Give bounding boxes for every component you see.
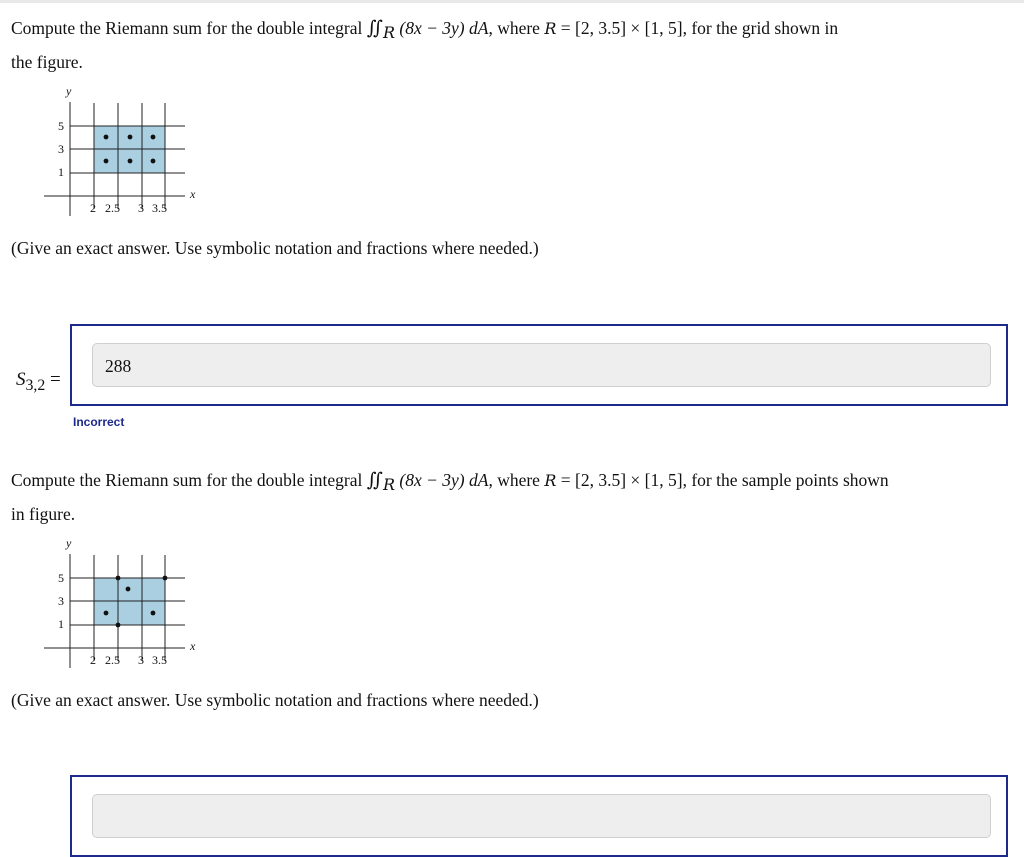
- answer-input-2[interactable]: [92, 794, 991, 838]
- double-integral-symbol: ∬: [366, 470, 383, 491]
- grid-figure-2: [44, 537, 214, 677]
- answer-label-s32: $S_{3,2}$ =: [16, 369, 61, 394]
- x-axis-label: x: [190, 187, 196, 201]
- answer-input-1[interactable]: 288: [92, 343, 991, 387]
- sample-point: [151, 135, 156, 140]
- sample-point: [128, 159, 133, 164]
- sample-point: [126, 587, 131, 592]
- sample-point: [116, 623, 121, 628]
- x-tick-label: 2.5: [105, 653, 120, 667]
- y-tick-label: 1: [58, 617, 64, 631]
- y-tick-label: 1: [58, 165, 64, 179]
- grid-figure-1: [44, 85, 214, 225]
- y-axis-label: y: [66, 536, 72, 550]
- sample-point: [116, 576, 121, 581]
- x-tick-label: 3: [138, 201, 144, 215]
- sample-point: [151, 159, 156, 164]
- top-border: [0, 0, 1024, 3]
- x-tick-label: 3.5: [152, 201, 167, 215]
- x-tick-label: 3.5: [152, 653, 167, 667]
- question-2-text: Compute the Riemann sum for the double integral $∬_R$ (8x − 3y) dA, where R = [2, 3.5] × [1, 5], for the sample points shown in figure.: [11, 470, 889, 524]
- sample-point: [128, 135, 133, 140]
- answer-box-1: [70, 324, 1008, 406]
- answer-box-2: [70, 775, 1008, 857]
- y-tick-label: 5: [58, 119, 64, 133]
- feedback-incorrect: Incorrect: [73, 415, 125, 429]
- y-axis-label: y: [66, 84, 72, 98]
- double-integral-symbol: ∬: [366, 18, 383, 39]
- y-tick-label: 3: [58, 142, 64, 156]
- x-tick-label: 2: [90, 653, 96, 667]
- sample-point: [104, 135, 109, 140]
- sample-point: [104, 159, 109, 164]
- instruction-note-2: (Give an exact answer. Use symbolic notation and fractions where needed.): [11, 690, 539, 710]
- x-tick-label: 3: [138, 653, 144, 667]
- x-axis-label: x: [190, 639, 196, 653]
- y-tick-label: 5: [58, 571, 64, 585]
- question-1-text: Compute the Riemann sum for the double integral $∬_R$ (8x − 3y) dA, where R = [2, 3.5] × [1, 5], for the grid shown in the figure.: [11, 18, 839, 72]
- x-tick-label: 2.5: [105, 201, 120, 215]
- sample-point: [104, 611, 109, 616]
- instruction-note-1: (Give an exact answer. Use symbolic notation and fractions where needed.): [11, 238, 539, 258]
- sample-point: [163, 576, 168, 581]
- y-tick-label: 3: [58, 594, 64, 608]
- sample-point: [151, 611, 156, 616]
- x-tick-label: 2: [90, 201, 96, 215]
